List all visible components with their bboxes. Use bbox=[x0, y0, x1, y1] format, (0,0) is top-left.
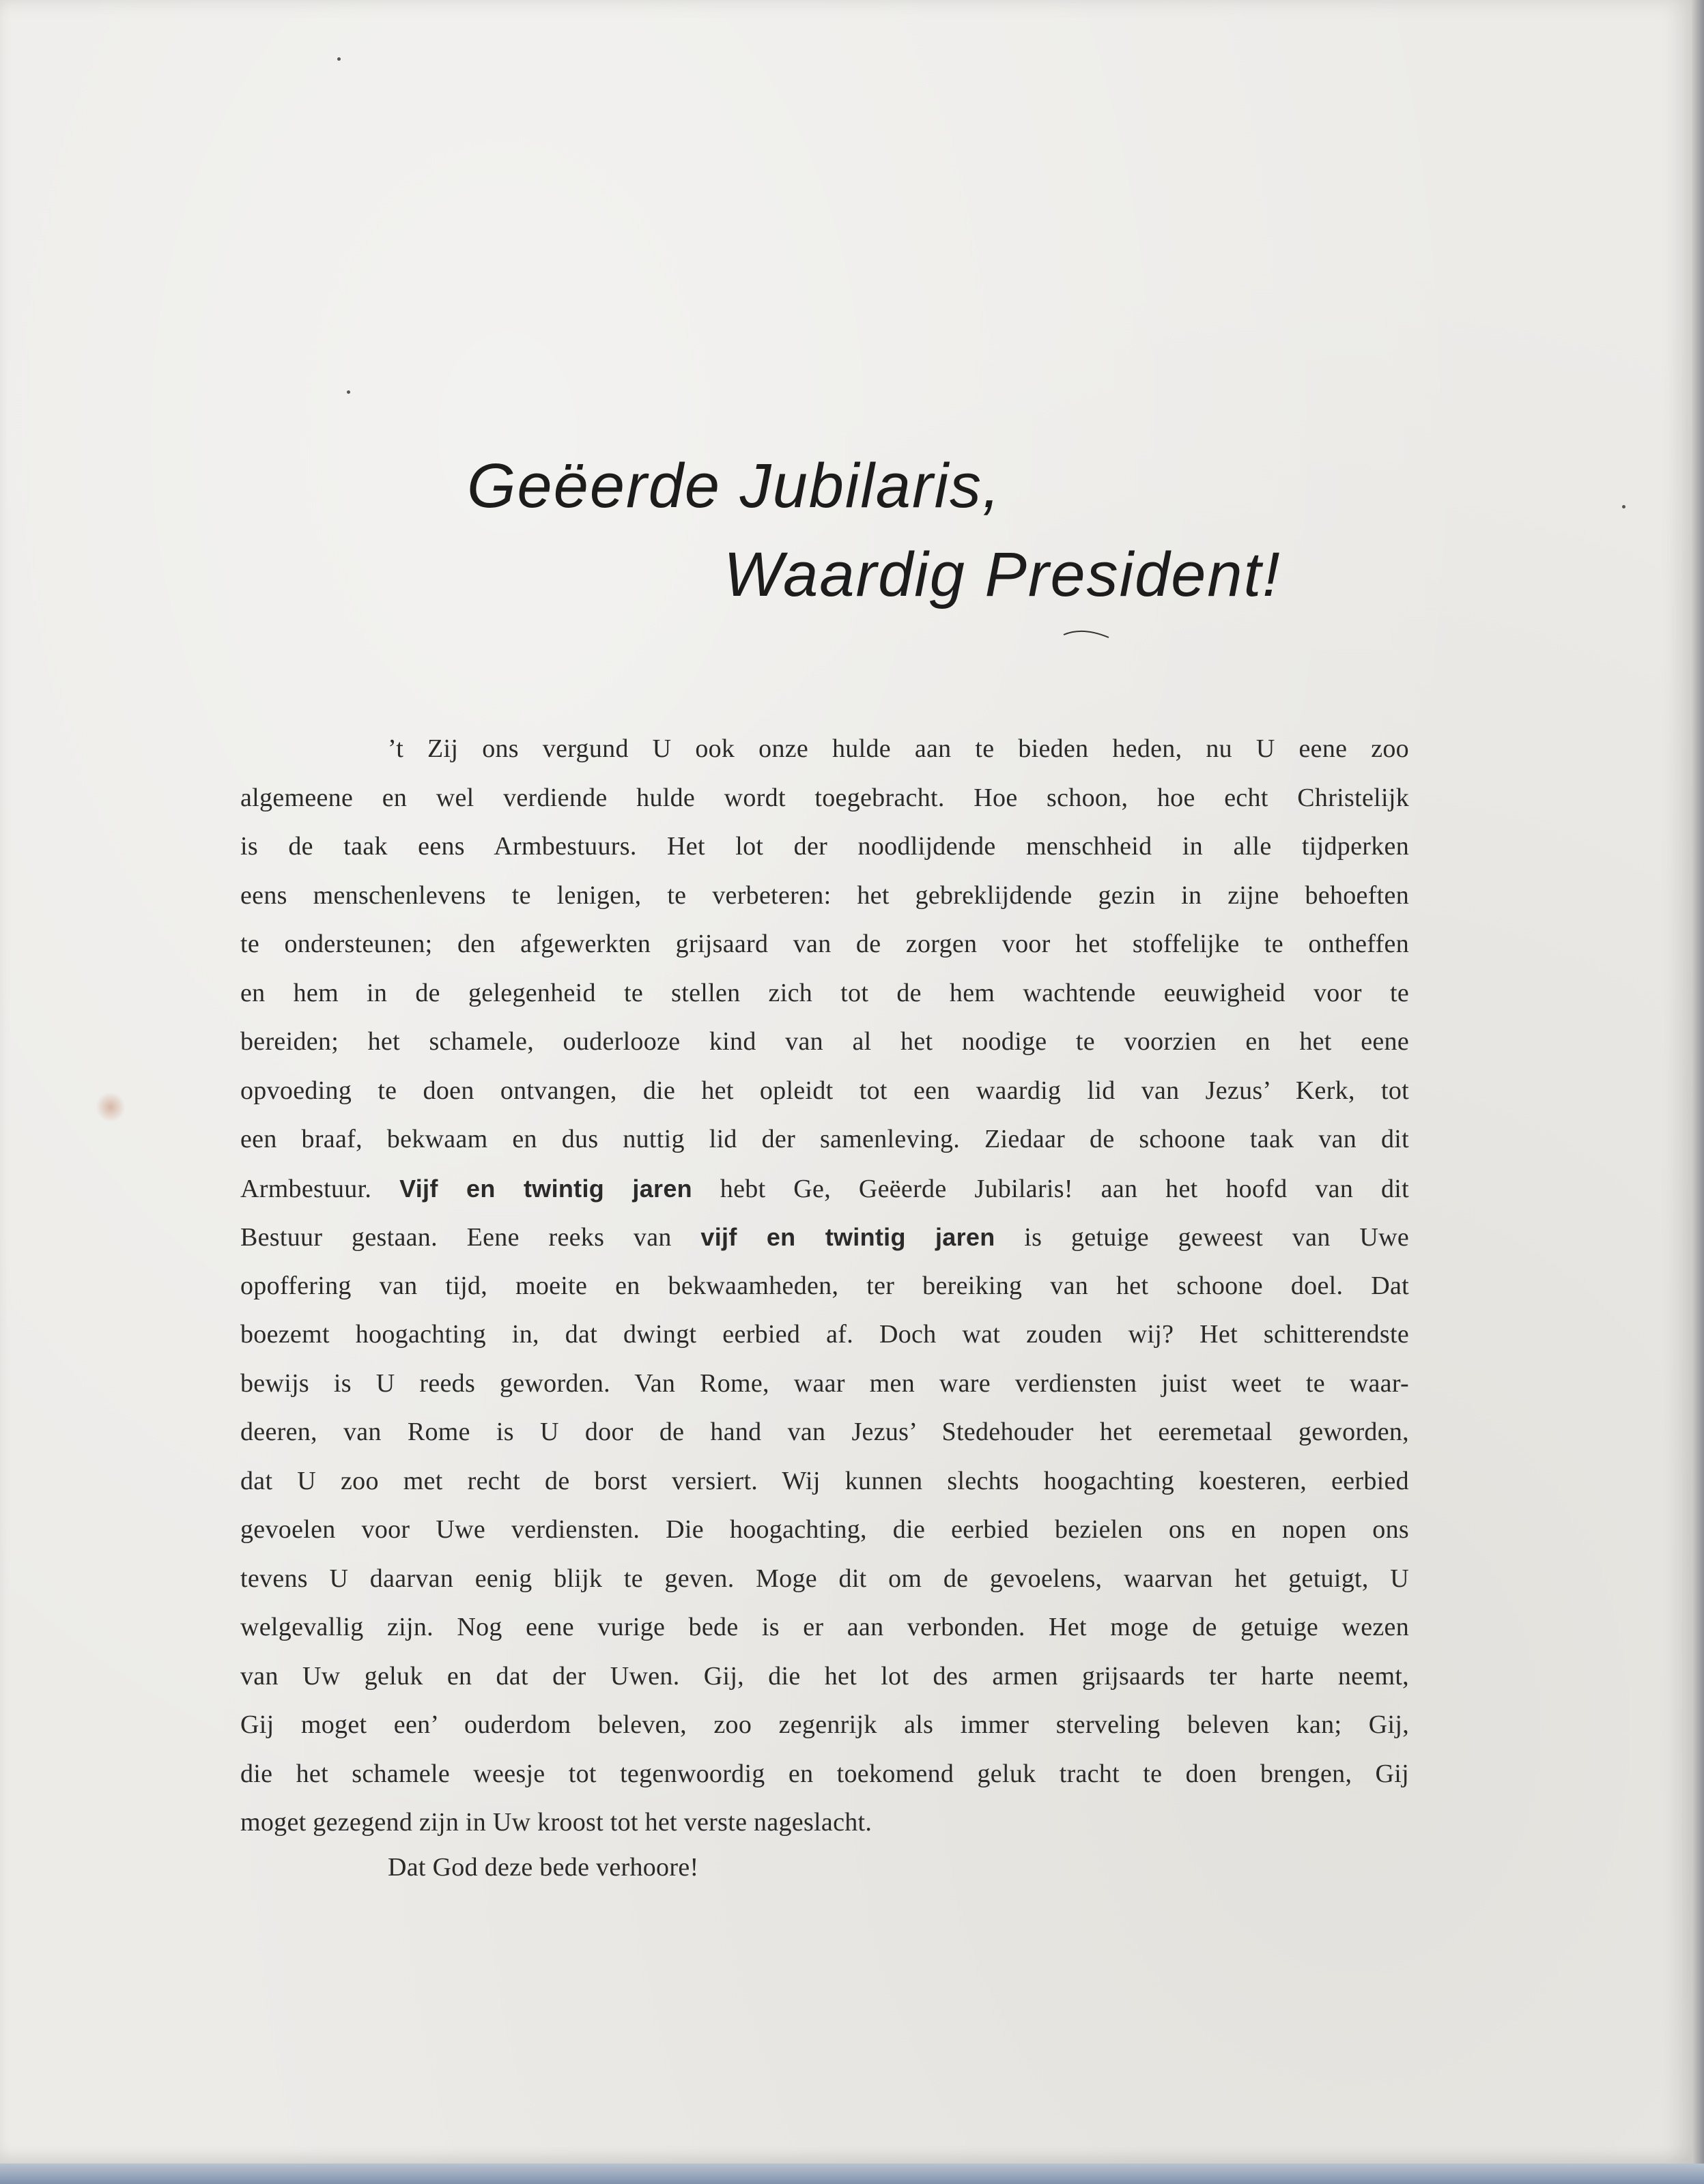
letter-body bbox=[240, 725, 1409, 1848]
body-line bbox=[240, 969, 1409, 1018]
body-text-segment: tevens U daarvan eenig blijk te geven. Moge dit om de gevoelens, waarvan het getuigt, U bbox=[240, 1564, 1409, 1593]
body-text-segment: moget gezegend zijn in Uw kroost tot het verste nageslacht. bbox=[240, 1808, 872, 1837]
body-line bbox=[240, 774, 1409, 823]
body-line bbox=[240, 725, 1409, 774]
closing-line: Dat God deze bede verhoore! bbox=[388, 1853, 699, 1882]
body-line bbox=[240, 1555, 1409, 1604]
body-text-segment: hebt Ge, Geëerde Jubilaris! aan het hoofd van dit bbox=[692, 1174, 1409, 1203]
paper-stain bbox=[96, 1092, 126, 1122]
body-line bbox=[240, 1506, 1409, 1555]
body-line bbox=[240, 822, 1409, 872]
page-edge-right bbox=[1692, 0, 1704, 2184]
body-text-segment: gevoelen voor Uwe verdiensten. Die hoogachting, die eerbied bezielen ons en nopen ons bbox=[240, 1515, 1409, 1544]
body-line bbox=[240, 1798, 1409, 1848]
paper-speck bbox=[347, 390, 350, 394]
emphasis-text: Vijf en twintig jaren bbox=[399, 1174, 692, 1203]
body-text-segment: bereiden; het schamele, ouderlooze kind van al het noodige te voorzien en het eene bbox=[240, 1027, 1409, 1056]
paper-speck bbox=[1622, 505, 1625, 508]
body-text-segment: Gij moget een’ ouderdom beleven, zoo zegenrijk als immer sterveling beleven kan; Gij, bbox=[240, 1710, 1409, 1739]
body-line bbox=[240, 920, 1409, 969]
body-text-segment: ’t Zij ons vergund U ook onze hulde aan te bieden heden, nu U eene zoo bbox=[388, 734, 1409, 763]
body-text-segment: opvoeding te doen ontvangen, die het opleidt tot een waardig lid van Jezus’ Kerk, tot bbox=[240, 1076, 1409, 1105]
body-line bbox=[240, 1408, 1409, 1457]
body-line bbox=[240, 1310, 1409, 1360]
body-text-segment: en hem in de gelegenheid te stellen zich tot de hem wachtende eeuwigheid voor te bbox=[240, 978, 1409, 1007]
body-line bbox=[240, 1067, 1409, 1116]
body-text-segment: dat U zoo met recht de borst versiert. Wij kunnen slechts hoogachting koesteren, eerbied bbox=[240, 1466, 1409, 1495]
body-text-segment: Armbestuur. bbox=[240, 1174, 400, 1203]
body-text-segment: te ondersteunen; den afgewerkten grijsaard van de zorgen voor het stoffelijke te ontheffen bbox=[240, 930, 1409, 958]
body-line bbox=[240, 1213, 1409, 1262]
body-text-segment: is getuige geweest van Uwe bbox=[995, 1223, 1409, 1252]
body-text-segment: opoffering van tijd, moeite en bekwaamheden, ter bereiking van het schoone doel. Dat bbox=[240, 1271, 1409, 1300]
body-line bbox=[240, 1701, 1409, 1750]
body-text-segment: algemeene en wel verdiende hulde wordt toegebracht. Hoe schoon, hoe echt Christelijk bbox=[240, 783, 1409, 812]
body-text-segment: is de taak eens Armbestuurs. Het lot der noodlijdende menschheid in alle tijdperken bbox=[240, 832, 1409, 861]
body-text-segment: bewijs is U reeds geworden. Van Rome, waar men ware verdiensten juist weet te waar- bbox=[240, 1368, 1409, 1398]
body-line bbox=[240, 1115, 1409, 1164]
page-edge-bottom bbox=[0, 2164, 1704, 2184]
body-text-segment: welgevallig zijn. Nog eene vurige bede is er aan verbonden. Het moge de getuige wezen bbox=[240, 1613, 1409, 1641]
emphasis-text: vijf en twintig jaren bbox=[700, 1223, 995, 1251]
body-line bbox=[240, 1603, 1409, 1652]
flourish-ornament bbox=[1062, 627, 1110, 640]
body-line bbox=[240, 1750, 1409, 1799]
salutation-line-1: Geëerde Jubilaris, bbox=[467, 451, 1002, 521]
body-text-segment: Bestuur gestaan. Eene reeks van bbox=[240, 1223, 701, 1252]
body-line bbox=[240, 872, 1409, 921]
salutation-line-2: Waardig President! bbox=[724, 540, 1281, 609]
body-line bbox=[240, 1360, 1409, 1409]
body-text-segment: deeren, van Rome is U door de hand van Jezus’ Stedehouder het eeremetaal geworden, bbox=[240, 1418, 1409, 1446]
body-line bbox=[240, 1164, 1409, 1213]
body-line bbox=[240, 1262, 1409, 1311]
body-line bbox=[240, 1652, 1409, 1701]
body-text-segment: boezemt hoogachting in, dat dwingt eerbied af. Doch wat zouden wij? Het schitterendste bbox=[240, 1320, 1409, 1349]
body-text-segment: van Uw geluk en dat der Uwen. Gij, die het lot des armen grijsaards ter harte neemt, bbox=[240, 1661, 1409, 1691]
body-line bbox=[240, 1018, 1409, 1067]
body-line bbox=[240, 1457, 1409, 1506]
body-text-segment: die het schamele weesje tot tegenwoordig en toekomend geluk tracht te doen brengen, Gij bbox=[240, 1759, 1409, 1788]
body-text-segment: eens menschenlevens te lenigen, te verbeteren: het gebreklijdende gezin in zijne behoeften bbox=[240, 880, 1409, 910]
paper-speck bbox=[337, 57, 341, 61]
body-text-segment: een braaf, bekwaam en dus nuttig lid der samenleving. Ziedaar de schoone taak van dit bbox=[240, 1125, 1409, 1153]
